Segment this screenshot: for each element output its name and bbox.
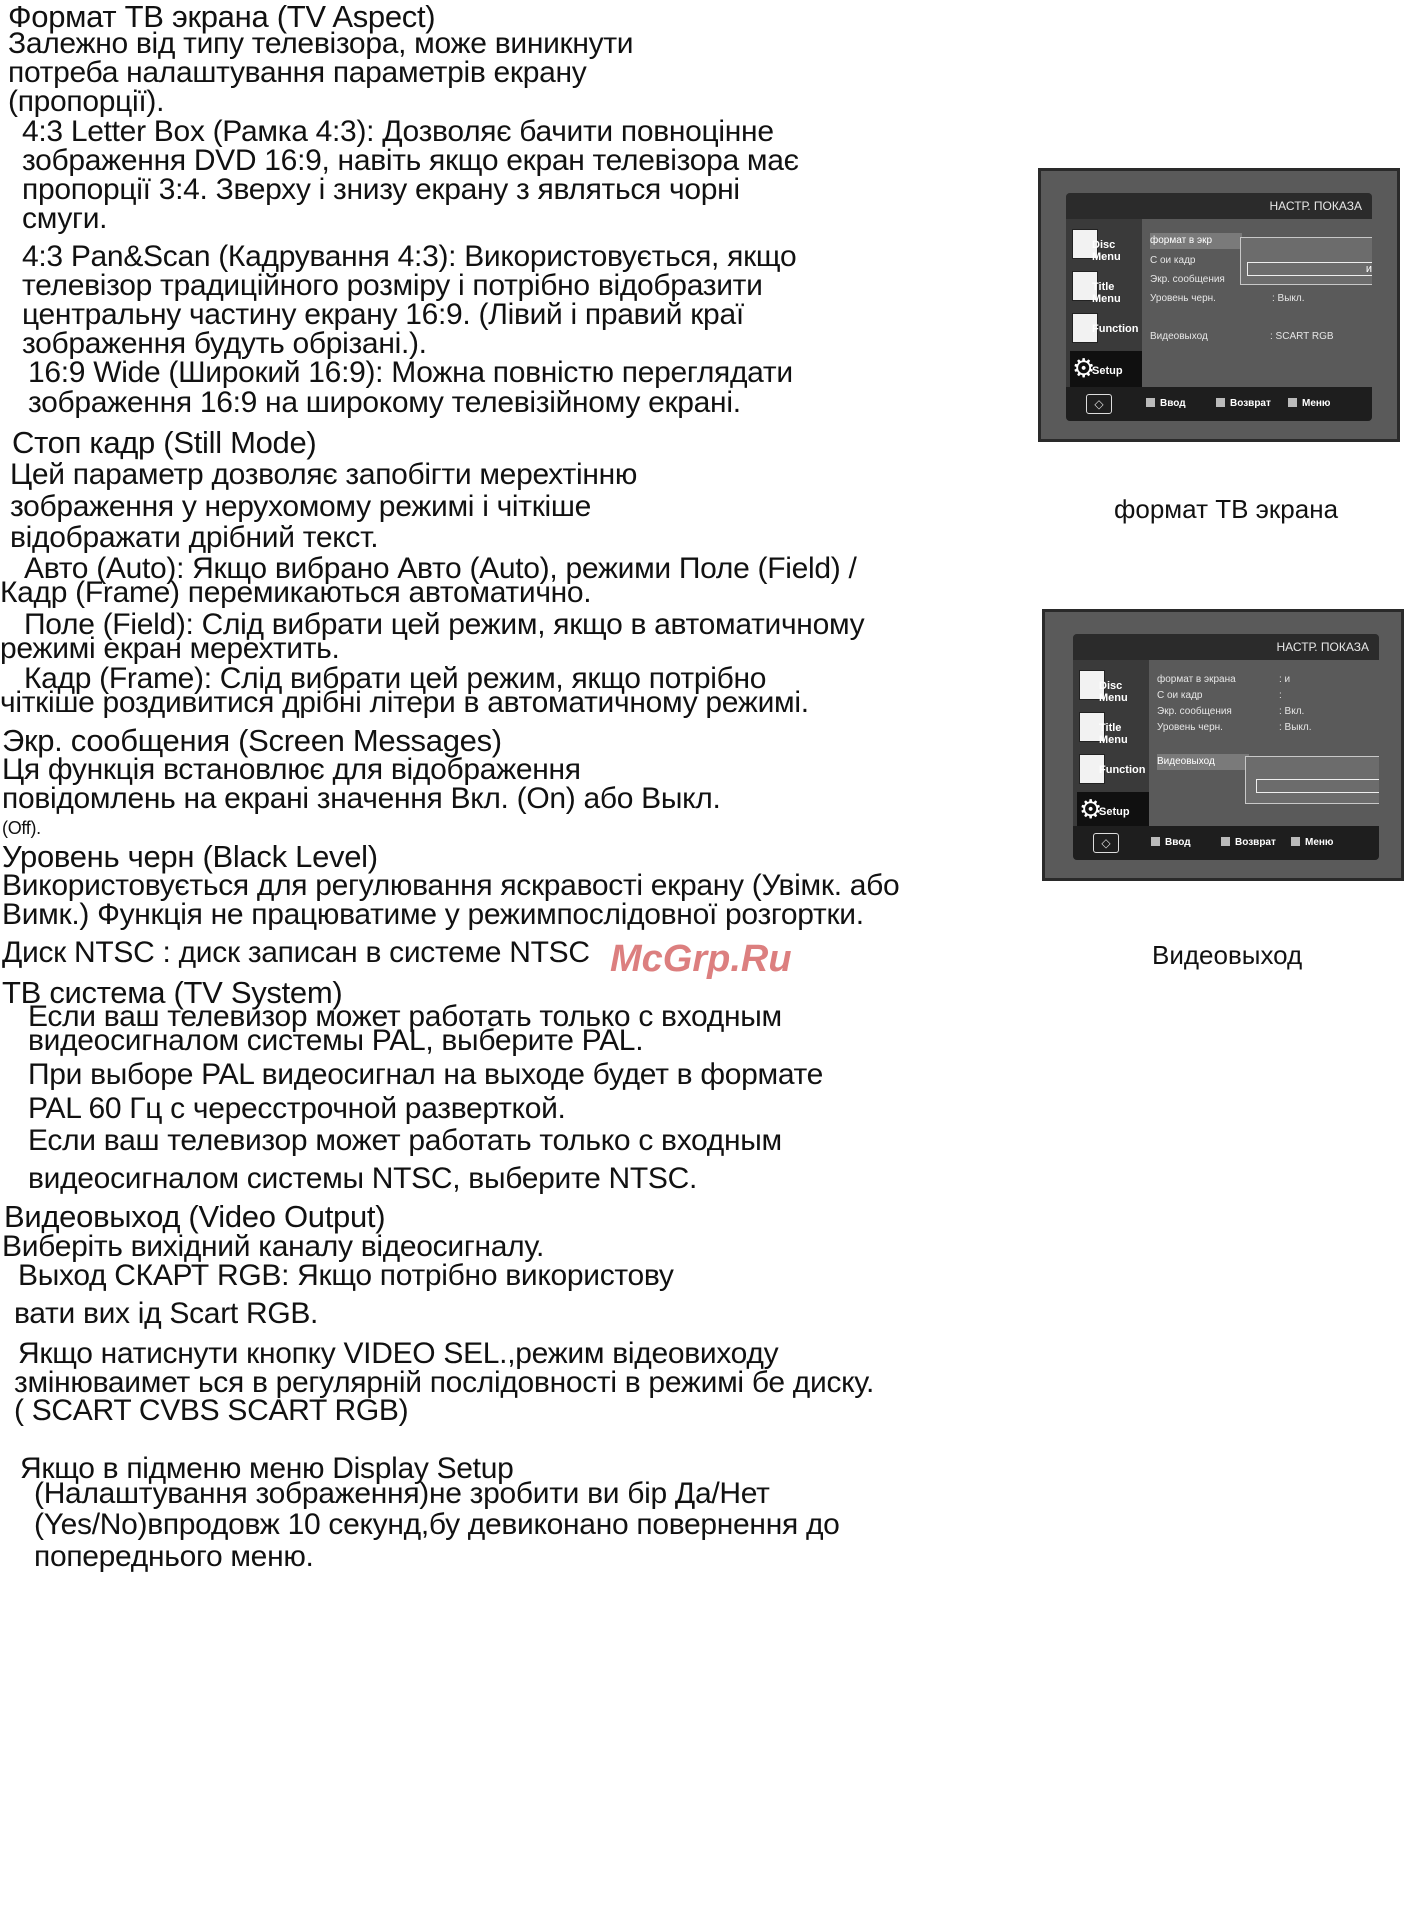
selected-option[interactable]	[1256, 779, 1379, 793]
text-line: зображення 16:9 на широкому телевізійному екрані.	[28, 386, 741, 419]
menu-title: НАСТР. ПОКАЗА	[1073, 634, 1379, 660]
text-line: Поле (Field): Слід вибрати цей режим, якщо в автоматичному	[24, 608, 865, 641]
side-item-function[interactable]	[1077, 750, 1149, 788]
text-line: зображення будуть обрізані.).	[22, 327, 427, 360]
side-menu	[1073, 660, 1149, 826]
setting-still-mode[interactable]	[1157, 688, 1373, 704]
menu-footer	[1073, 826, 1379, 860]
text-line: зображення DVD 16:9, навіть якщо екран телевізора має	[22, 144, 799, 177]
text-line: PAL 60 Гц с чересстрочной разверткой.	[28, 1092, 566, 1125]
text-line: 4:3 Pan&Scan (Кадрування 4:3): Використовується, якщо	[22, 240, 797, 273]
setting-label: формат в экр	[1150, 235, 1213, 246]
menu-title: НАСТР. ПОКАЗА	[1066, 193, 1372, 219]
text-line: ( SCART CVBS SCART RGB)	[14, 1394, 409, 1427]
setting-label: С ои кадр	[1157, 690, 1203, 701]
text-line: Выход СКАРТ RGB: Якщо потрібно використову	[18, 1259, 674, 1292]
caption-video-output: Видеовыход	[1152, 940, 1303, 970]
text-line: Якщо в підменю меню Display Setup	[20, 1452, 514, 1485]
text-line: режимі екран мерехтить.	[0, 632, 340, 665]
text-line: пропорції 3:4. Зверху і знизу екрану з являться чорні	[22, 173, 740, 206]
text-line: Вимк.) Функція не працюватиме у режимпослідовної розгортки.	[2, 898, 864, 931]
side-item-setup[interactable]	[1077, 792, 1149, 830]
text-line: Якщо натиснути кнопку VIDEO SEL.,режим відеовиходу	[18, 1337, 779, 1370]
heading-black-level: Уровень черн (Black Level)	[2, 839, 378, 874]
enter-button[interactable]	[1146, 398, 1186, 409]
setting-label: С ои кадр	[1150, 255, 1196, 266]
enter-label: Ввод	[1165, 837, 1191, 848]
setting-label: Уровень черн.	[1157, 722, 1223, 733]
screen-display	[1073, 634, 1379, 860]
side-item-title-menu[interactable]	[1070, 267, 1142, 305]
text-line: Если ваш телевизор может работать только с входным	[28, 1000, 782, 1033]
heading-video-output: Видеовыход (Video Output)	[4, 1199, 386, 1234]
setting-value: : SCART RGB	[1270, 331, 1334, 342]
arrow-keys-icon: ◇	[1086, 394, 1112, 414]
gear-icon: ⚙	[1072, 353, 1096, 383]
side-item-label: Setup	[1092, 365, 1123, 377]
text-line: Залежно від типу телевізора, може виникнути	[8, 27, 634, 60]
selected-option[interactable]: и	[1247, 262, 1372, 276]
text-line: 4:3 Letter Box (Рамка 4:3): Дозволяє бачити повноцінне	[22, 115, 774, 148]
text-line: зображення у нерухомому режимі і чіткіше	[10, 490, 592, 523]
heading-still-mode: Стоп кадр (Still Mode)	[12, 425, 317, 460]
tv-screen-aspect	[1038, 168, 1400, 442]
text-line: 16:9 Wide (Широкий 16:9): Можна повністю переглядати	[28, 356, 793, 389]
enter-button[interactable]	[1151, 837, 1191, 848]
menu-button[interactable]	[1288, 398, 1330, 409]
screen-display	[1066, 193, 1372, 421]
text-line: Кадр (Frame): Слід вибрати цей режим, якщо потрібно	[24, 662, 767, 695]
setting-value: : и	[1279, 674, 1291, 685]
text-line: вати вих ід Scart RGB.	[14, 1297, 319, 1330]
text-line: чіткіше роздивитися дрібні літери в автоматичному режимі.	[0, 686, 809, 719]
side-menu	[1066, 219, 1142, 387]
gear-icon: ⚙	[1079, 794, 1103, 824]
setting-label: Экр. сообщения	[1150, 274, 1225, 285]
text-line: (Yes/No)впродовж 10 секунд,бу девиконано повернення до	[34, 1508, 840, 1541]
settings-list	[1142, 219, 1372, 387]
side-item-label: Title Menu	[1099, 722, 1128, 746]
heading-tv-aspect: Формат ТВ экрана (TV Aspect)	[8, 0, 436, 34]
side-item-label: Disc Menu	[1099, 680, 1128, 704]
setting-label: Видеовыход	[1150, 331, 1208, 342]
watermark: McGrp.Ru	[610, 938, 792, 980]
text-line: Цей параметр дозволяє запобігти мерехтінню	[10, 458, 638, 491]
setting-value: : Вкл.	[1279, 706, 1305, 717]
side-item-label: Function	[1099, 764, 1146, 776]
menu-label: Меню	[1305, 837, 1334, 848]
setting-value: :	[1279, 690, 1282, 701]
text-line: смуги.	[22, 202, 108, 235]
text-line: Використовується для регулювання яскравості екрану (Увімк. або	[2, 869, 900, 902]
setting-label: формат в экрана	[1157, 674, 1236, 685]
setting-screen-messages[interactable]	[1157, 704, 1373, 720]
settings-list	[1149, 660, 1379, 826]
menu-label: Меню	[1302, 398, 1331, 409]
text-line: (Off).	[2, 818, 41, 838]
text-line: Авто (Auto): Якщо вибрано Авто (Auto), режими Поле (Field) /	[24, 552, 857, 585]
text-line: Если ваш телевизор может работать только с входным	[28, 1124, 782, 1157]
side-item-label: Title Menu	[1092, 281, 1121, 305]
heading-screen-messages: Экр. сообщения (Screen Messages)	[2, 723, 502, 758]
side-item-disc-menu[interactable]	[1070, 225, 1142, 263]
setting-value: : Выкл.	[1272, 293, 1305, 304]
setting-value: : Выкл.	[1279, 722, 1312, 733]
text-line: видеосигналом системы NTSC, выберите NTSC.	[28, 1162, 698, 1195]
text-line: видеосигналом системы PAL, выберите PAL.	[28, 1024, 644, 1057]
text-line: телевізор традиційного розміру і потрібно відобразити	[22, 269, 763, 302]
return-label: Возврат	[1235, 837, 1276, 848]
setting-tv-aspect[interactable]	[1150, 233, 1242, 249]
caption-tv-aspect: формат ТВ экрана	[1114, 494, 1339, 524]
setting-label: Уровень черн.	[1150, 293, 1216, 304]
return-button[interactable]	[1216, 398, 1271, 409]
side-item-setup[interactable]	[1070, 351, 1142, 389]
text-line: повідомлень на екрані значення Вкл. (On) або Выкл.	[2, 782, 721, 815]
text-line: Кадр (Frame) перемикаються автоматично.	[0, 576, 592, 609]
enter-label: Ввод	[1160, 398, 1186, 409]
return-button[interactable]	[1221, 837, 1276, 848]
heading-tv-system: ТВ система (TV System)	[2, 975, 343, 1010]
side-item-disc-menu[interactable]	[1077, 666, 1149, 704]
setting-tv-aspect[interactable]	[1157, 672, 1373, 688]
setting-video-output[interactable]	[1157, 754, 1249, 770]
arrow-keys-icon: ◇	[1093, 833, 1119, 853]
aspect-options-popup[interactable]	[1240, 237, 1372, 285]
menu-button[interactable]	[1291, 837, 1333, 848]
text-line: (пропорції).	[8, 85, 165, 118]
side-item-function[interactable]	[1070, 309, 1142, 347]
text-line: Виберіть вихідний каналу відеосигналу.	[2, 1230, 545, 1263]
text-line: потреба налаштування параметрів екрану	[8, 56, 587, 89]
video-output-options-popup[interactable]	[1245, 756, 1379, 804]
text-line: центральну частину екрану 16:9. (Лівий і правий краї	[22, 298, 744, 331]
side-item-title-menu[interactable]	[1077, 708, 1149, 746]
text-line: відображати дрібний текст.	[10, 521, 379, 554]
text-line: попереднього меню.	[34, 1540, 314, 1573]
tv-screen-video-output	[1042, 609, 1404, 881]
side-item-label: Setup	[1099, 806, 1130, 818]
setting-black-level[interactable]	[1150, 291, 1366, 307]
return-label: Возврат	[1230, 398, 1271, 409]
text-line: Диск NTSC : диск записан в системе NTSC	[2, 936, 590, 969]
text-line: змінюваимет ься в регулярній послідовності в режимі бе диску.	[14, 1366, 875, 1399]
menu-footer	[1066, 387, 1372, 421]
setting-label: Видеовыход	[1157, 756, 1215, 767]
side-item-label: Disc Menu	[1092, 239, 1121, 263]
text-line: При выборе PAL видеосигнал на выходе будет в формате	[28, 1058, 824, 1091]
side-item-label: Function	[1092, 323, 1139, 335]
text-line: (Налаштування зображення)не зробити ви бір Да/Нет	[34, 1477, 770, 1510]
text-line: Ця функція встановлює для відображення	[2, 753, 581, 786]
setting-label: Экр. сообщения	[1157, 706, 1232, 717]
setting-video-output[interactable]	[1150, 329, 1366, 345]
setting-black-level[interactable]	[1157, 720, 1373, 736]
